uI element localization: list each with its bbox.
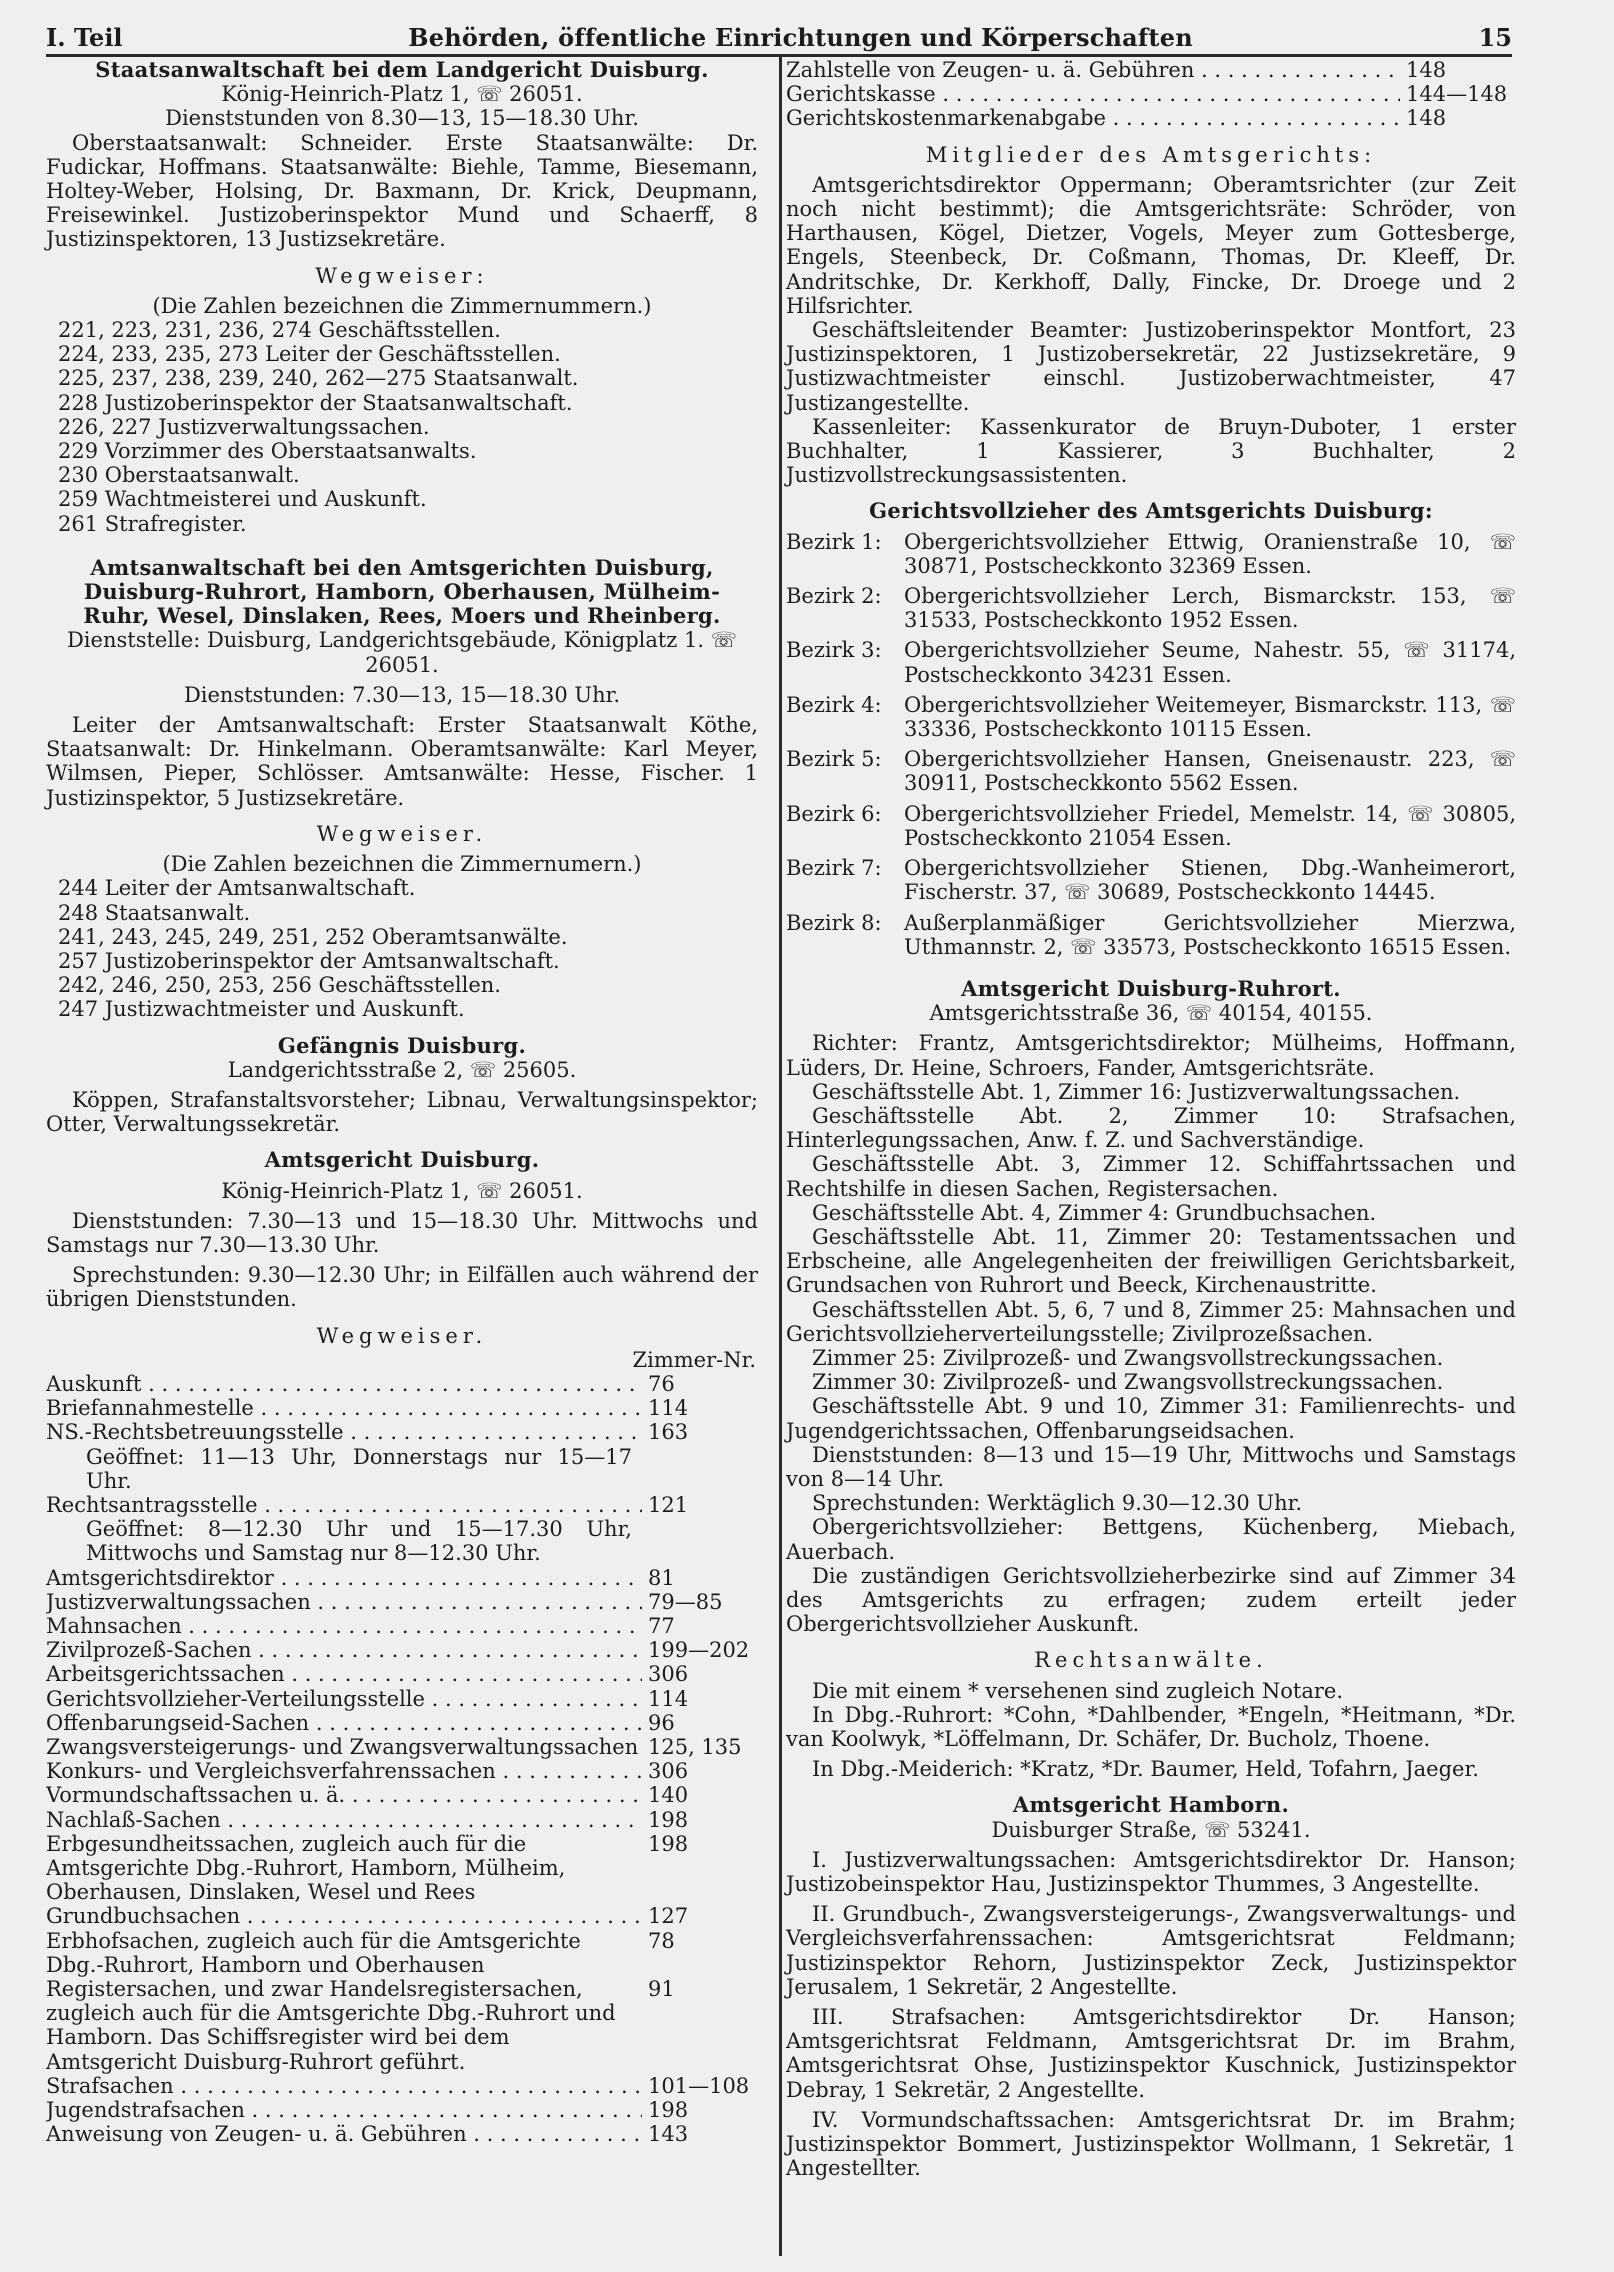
column-divider (779, 56, 782, 2256)
list-item (786, 693, 1516, 741)
list-item (786, 638, 1516, 686)
bezirk-label: Bezirk 7: (786, 856, 882, 881)
entry-label: Gerichtsvollzieher-Verteilungsstelle . . . (46, 1687, 642, 1711)
list-item: 229 Vorzimmer des Oberstaatsanwalts. (58, 439, 477, 464)
list-item: Zimmer 30: Zivilprozeß- und Zwangsvollstreckungssachen. (812, 1370, 1444, 1395)
table-row (46, 1687, 758, 1711)
bezirk-text: Außerplanmäßiger Gerichtsvollzieher Mierzwa, Uthmannstr. 2, ☏ 33573, Postscheckkonto 16515 Essen. (904, 910, 1516, 959)
mitglieder-text: Amtsgerichtsdirektor Oppermann; Oberamtsrichter (zur Zeit noch nicht bestimmt); die Amtsgerichtsräte: Schröder, von Harthausen, Kögel, Dietzer, Vogels, Meyer zum Gottesberge, Engels, Steenbeck, Dr. Coßmann, Thomas, Dr. Kleeff, Dr. Andritschke, Dr. Kerkhoff, Dally, Fincke, Dr. Droege und 2 Hilfsrichter. (786, 172, 1516, 318)
bezirk-label: Bezirk 6: (786, 801, 882, 826)
list-item: 221, 223, 231, 236, 274 Geschäftsstellen. (58, 318, 501, 343)
list-item: 259 Wachtmeisterei und Auskunft. (58, 487, 427, 512)
entry-room: 198 (648, 1807, 689, 1832)
bezirk-list (786, 530, 1516, 959)
entry-room: 121 (648, 1492, 689, 1517)
part-label: I. Teil (46, 23, 123, 52)
list-item: Sprechstunden: Werktäglich 9.30—12.30 Uhr. (812, 1491, 1303, 1516)
zimmer-column-header: Zimmer-Nr. (632, 1347, 756, 1372)
entry-room: 79—85 (648, 1589, 723, 1614)
list-item (786, 911, 1516, 959)
kassenleiter: Kassenleiter: Kassenkurator de Bruyn-Duboter, 1 erster Buchhalter, 1 Kassierer, 3 Buchhalter, 2 Justizvollstreckungsassistenten. (786, 414, 1516, 488)
table-row (786, 106, 1516, 130)
entry-label: Briefannahmestelle . . . (46, 1396, 642, 1420)
list-item (786, 856, 1516, 904)
table-row (46, 1929, 758, 1977)
geschaeftsleitender-beamter: Geschäftsleitender Beamter: Justizoberinspektor Montfort, 23 Justizinspektoren, 1 Justizobersekretär, 22 Justizsekretäre, 9 Justizwachtmeister einschl. Justizoberwachtmeister, 47 Justizangestellte. (786, 318, 1516, 415)
bezirk-label: Bezirk 1: (786, 529, 882, 554)
entry-room: 306 (648, 1662, 689, 1687)
list-item: 241, 243, 245, 249, 251, 252 Oberamtsanwälte. (58, 924, 568, 949)
list-item: Geschäftsstelle Abt. 11, Zimmer 20: Testamentssachen und Erbscheine, alle Angelegenheiten der freiwilligen Gerichtsbarkeit, Grundsachen von Ruhrort und Beeck, Kirchenaustritte. (786, 1224, 1516, 1298)
table-row (46, 1566, 758, 1590)
table-row (46, 1614, 758, 1638)
bezirk-text: Obergerichtsvollzieher Hansen, Gneisenaustr. 223, ☏ 30911, Postscheckkonto 5562 Essen. (904, 747, 1516, 796)
entry-label: Nachlaß-Sachen . . . (46, 1808, 642, 1832)
entry-label: Grundbuchsachen . . . (46, 1904, 642, 1928)
section-title-gerichtsvollzieher: Gerichtsvollzieher des Amtsgerichts Duisburg: (869, 498, 1433, 524)
table-row (46, 1759, 758, 1783)
bezirk-text: Obergerichtsvollzieher Seume, Nahestr. 55, ☏ 31174, Postscheckkonto 34231 Essen. (904, 638, 1516, 687)
entry-room: 163 (648, 1420, 689, 1445)
table-row (46, 1977, 758, 2074)
table-row (46, 1735, 758, 1759)
list-item: 242, 246, 250, 253, 256 Geschäftsstellen. (58, 973, 501, 998)
list-item: Dienststunden: 8—13 und 15—19 Uhr, Mittwochs und Samstags von 8—14 Uhr. (786, 1442, 1516, 1491)
ruhrort-address: Amtsgerichtsstraße 36, ☏ 40154, 40155. (929, 1001, 1373, 1026)
mitglieder-heading: Mitglieder des Amtsgerichts: (925, 142, 1377, 167)
entry-room: 198 (648, 2098, 689, 2123)
entry-label: Geöffnet: 8—12.30 Uhr und 15—17.30 Uhr, Mittwochs und Samstag nur 8—12.30 Uhr. (86, 1517, 632, 1566)
aa-staff: Leiter der Amtsanwaltschaft: Erster Staatsanwalt Köthe, Staatsanwalt: Dr. Hinkelmann. Oberamtsanwälte: Karl Meyer, Wilmsen, Pieper, Schlösser. Amtsanwälte: Hesse, Fischer. 1 Justizinspektor, 5 Justizsekretäre. (46, 713, 758, 810)
list-item (786, 747, 1516, 795)
section-title-amtsanwaltschaft: Amtsanwaltschaft bei den Amtsgerichten Duisburg, Duisburg-Ruhrort, Hamborn, Oberhausen, Mülheim-Ruhr, Wesel, Dinslaken, Rees, Moers und Rheinberg. (83, 554, 721, 629)
list-item: 244 Leiter der Amtsanwaltschaft. (58, 876, 416, 901)
running-title: Behörden, öffentliche Einrichtungen und Körperschaften (408, 23, 1193, 52)
table-row (46, 1711, 758, 1735)
entry-label: Gerichtskostenmarkenabgabe . . . (786, 106, 1400, 130)
entry-room: 114 (648, 1686, 689, 1711)
table-row (46, 2098, 758, 2122)
gef-staff: Köppen, Strafanstaltsvorsteher; Libnau, Verwaltungsinspektor; Otter, Verwaltungssekretär. (46, 1087, 758, 1137)
list-item: 248 Staatsanwalt. (58, 900, 251, 925)
section-title-staatsanwaltschaft: Staatsanwaltschaft bei dem Landgericht Duisburg. (95, 57, 709, 82)
list-item: I. Justizverwaltungssachen: Amtsgerichtsdirektor Dr. Hanson; Justizobeinspektor Hau, Justizinspektor Thummes, 3 Angestellte. (786, 1847, 1516, 1897)
list-item: Geschäftsstelle Abt. 2, Zimmer 10: Strafsachen, Hinterlegungssachen, Anw. f. Z. und Sachverständige. (786, 1103, 1516, 1153)
table-row (46, 1590, 758, 1614)
hamborn-details (786, 1848, 1516, 2181)
list-item: 224, 233, 235, 273 Leiter der Geschäftsstellen. (58, 342, 561, 367)
aa-hours: Dienststunden: 7.30—13, 15—18.30 Uhr. (183, 682, 621, 707)
list-item: 228 Justizoberinspektor der Staatsanwaltschaft. (58, 390, 573, 415)
table-row (46, 1420, 758, 1444)
sa-address: König-Heinrich-Platz 1, ☏ 26051. (221, 82, 583, 107)
list-item: II. Grundbuch-, Zwangsversteigerungs-, Zwangsverwaltungs- und Vergleichsverfahrenssachen: Amtsgerichtsrat Feldmann; Justizinspektor Rehorn, Justizinspektor Zeck, Justizinspektor Jerusalem, 1 Sekretär, 2 Angestellte. (786, 1902, 1516, 1999)
entry-room: 127 (648, 1904, 689, 1929)
entry-label: Konkurs- und Vergleichsverfahrenssachen . . . (46, 1759, 642, 1783)
entry-label: Zivilprozeß-Sachen . . . (46, 1638, 642, 1662)
entry-label: Zwangsversteigerungs- und Zwangsverwaltungssachen (46, 1735, 639, 1759)
page-header (46, 18, 1512, 57)
section-title-hamborn: Amtsgericht Hamborn. (1012, 1792, 1290, 1818)
table-row (46, 1396, 758, 1420)
table-row (46, 1372, 758, 1396)
entry-room: 91 (648, 1977, 675, 2002)
list-item: Zimmer 25: Zivilprozeß- und Zwangsvollstreckungssachen. (812, 1345, 1444, 1370)
left-column (46, 58, 758, 2146)
list-item: Geschäftsstelle Abt. 3, Zimmer 12. Schiffahrtssachen und Rechtshilfe in diesen Sachen, Registersachen. (786, 1152, 1516, 1201)
entry-label: Offenbarungseid-Sachen . . . (46, 1711, 642, 1735)
ag-sprechstunden: Sprechstunden: 9.30—12.30 Uhr; in Eilfällen auch während der übrigen Dienststunden. (46, 1263, 758, 1312)
entry-room: 81 (648, 1565, 675, 1590)
entry-room: 198 (648, 1831, 689, 1856)
list-item: Geschäftsstelle Abt. 1, Zimmer 16: Justizverwaltungssachen. (812, 1079, 1461, 1104)
bezirk-label: Bezirk 3: (786, 638, 882, 663)
sa-hours: Dienststunden von 8.30—13, 15—18.30 Uhr. (165, 106, 639, 131)
entry-room: 199—202 (648, 1638, 750, 1663)
section-title-amtsgericht-duisburg: Amtsgericht Duisburg. (264, 1147, 540, 1173)
entry-room: 96 (648, 1710, 675, 1735)
bezirk-text: Obergerichtsvollzieher Friedel, Memelstr. 14, ☏ 30805, Postscheckkonto 21054 Essen. (904, 801, 1516, 850)
ag-hours: Dienststunden: 7.30—13 und 15—18.30 Uhr. Mittwochs und Samstags nur 7.30—13.30 Uhr. (46, 1208, 758, 1257)
entry-label: NS.-Rechtsbetreuungsstelle . . . (46, 1420, 642, 1444)
table-row (46, 1662, 758, 1686)
entry-label: Geöffnet: 11—13 Uhr, Donnerstags nur 15—17 Uhr. (86, 1444, 632, 1493)
list-item: Geschäftsstelle Abt. 4, Zimmer 4: Grundbuchsachen. (812, 1200, 1377, 1225)
notare-note: Die mit einem * versehenen sind zugleich Notare. (812, 1678, 1344, 1703)
list-item (786, 584, 1516, 632)
bezirk-label: Bezirk 8: (786, 910, 882, 935)
aa-dienststelle: Dienststelle: Duisburg, Landgerichtsgebäude, Königplatz 1. ☏ 26051. (66, 628, 738, 677)
list-item: Obergerichtsvollzieher: Bettgens, Küchenberg, Miebach, Auerbach. (786, 1515, 1516, 1564)
entry-room: 114 (648, 1396, 689, 1421)
entry-room: 78 (648, 1928, 675, 1953)
table-row (46, 1517, 758, 1565)
entry-label: Arbeitsgerichtssachen . . . (46, 1662, 642, 1686)
table-row (46, 1832, 758, 1905)
list-item: 230 Oberstaatsanwalt. (58, 463, 300, 488)
table-row (46, 1638, 758, 1662)
table-row (46, 1783, 758, 1807)
list-item: IV. Vormundschaftssachen: Amtsgerichtsrat Dr. im Brahm; Justizinspektor Bommert, Justizinspektor Wollmann, 1 Sekretär, 1 Angestellter. (786, 2107, 1516, 2181)
anwaelte-meiderich: In Dbg.-Meiderich: *Kratz, *Dr. Baumer, Held, Tofahrn, Jaeger. (812, 1757, 1479, 1782)
entry-label: Erbhofsachen, zugleich auch für die Amtsgerichte Dbg.-Ruhrort, Hamborn und Oberhausen (46, 1928, 581, 1977)
table-row (46, 2074, 758, 2098)
entry-room: 144—148 (1406, 82, 1508, 107)
entry-room: 148 (1406, 106, 1447, 131)
bezirk-label: Bezirk 4: (786, 692, 882, 717)
entry-label: Auskunft . . . (46, 1372, 642, 1396)
table-row (46, 2122, 758, 2146)
page-number: 15 (1478, 23, 1512, 52)
list-item: 247 Justizwachtmeister und Auskunft. (58, 997, 465, 1022)
entry-label: Erbgesundheitssachen, zugleich auch für die Amtsgerichte Dbg.-Ruhrort, Hamborn, Mülheim, Oberhausen, Dinslaken, Wesel und Rees (46, 1831, 566, 1905)
aa-wegweiser-heading: Wegweiser. (316, 821, 488, 846)
entry-room: 76 (648, 1371, 675, 1396)
bezirk-text: Obergerichtsvollzieher Stienen, Dbg.-Wanheimerort, Fischerstr. 37, ☏ 30689, Postscheckkonto 14445. (904, 856, 1516, 905)
ruhrort-details (786, 1031, 1516, 1636)
entry-label: Zahlstelle von Zeugen- u. ä. Gebühren . . . (786, 58, 1400, 82)
sa-staff: Oberstaatsanwalt: Schneider. Erste Staatsanwälte: Dr. Fudickar, Hoffmans. Staatsanwälte: Biehle, Tamme, Biesemann, Holtey-Weber, Holsing, Dr. Baxmann, Dr. Krick, Deupmann, Freisewinkel. Justizoberinspektor Mund und Schaerff, 8 Justizinspektoren, 13 Justizsekretäre. (46, 130, 758, 252)
gef-address: Landgerichtsstraße 2, ☏ 25605. (227, 1057, 577, 1082)
aa-room-list (46, 876, 758, 1021)
rechtsanwaelte-heading: Rechtsanwälte. (1034, 1648, 1268, 1673)
ag-directory-table-continued (786, 58, 1516, 131)
list-item (786, 802, 1516, 850)
list-item: III. Strafsachen: Amtsgerichtsdirektor Dr. Hanson; Amtsgerichtsrat Feldmann, Amtsgerichtsrat Dr. im Brahm, Amtsgerichtsrat Ohse, Justizinspektor Kuschnick, Justizinspektor Debray, 1 Sekretär, 2 Angestellte. (786, 2005, 1516, 2102)
aa-room-note: (Die Zahlen bezeichnen die Zimmernumern.) (162, 852, 642, 877)
section-title-ruhrort: Amtsgericht Duisburg-Ruhrort. (961, 975, 1341, 1001)
entry-room: 125, 135 (648, 1735, 742, 1759)
entry-label: Strafsachen . . . (46, 2074, 642, 2098)
list-item (786, 530, 1516, 578)
entry-label: Rechtsantragsstelle . . . (46, 1493, 642, 1517)
list-item: 257 Justizoberinspektor der Amtsanwaltschaft. (58, 948, 560, 973)
table-row (46, 1493, 758, 1517)
list-item: Geschäftsstellen Abt. 5, 6, 7 und 8, Zimmer 25: Mahnsachen und Gerichtsvollzieherverteilungsstelle; Zivilprozeßsachen. (786, 1297, 1516, 1346)
bezirk-label: Bezirk 5: (786, 747, 882, 772)
entry-room: 143 (648, 2122, 689, 2147)
entry-room: 148 (1406, 58, 1447, 82)
hamborn-address: Duisburger Straße, ☏ 53241. (991, 1817, 1311, 1842)
table-row (786, 58, 1516, 82)
entry-label: Anweisung von Zeugen- u. ä. Gebühren . . . (46, 2122, 642, 2146)
list-item: 225, 237, 238, 239, 240, 262—275 Staatsanwalt. (58, 366, 579, 391)
entry-label: Gerichtskasse . . . (786, 82, 1400, 106)
right-column (786, 58, 1516, 2186)
table-row (46, 1904, 758, 1928)
ag-address: König-Heinrich-Platz 1, ☏ 26051. (221, 1178, 583, 1203)
sa-room-note: (Die Zahlen bezeichnen die Zimmernummern.) (152, 293, 652, 318)
list-item: Richter: Frantz, Amtsgerichtsdirektor; Mülheims, Hoffmann, Lüders, Dr. Heine, Schroers, Fander, Amtsgerichtsräte. (786, 1031, 1516, 1080)
entry-label: Jugendstrafsachen . . . (46, 2098, 642, 2122)
sa-wegweiser-heading: Wegweiser: (315, 263, 489, 288)
list-item: 226, 227 Justizverwaltungssachen. (58, 414, 430, 439)
entry-room: 140 (648, 1783, 689, 1808)
list-item: Die zuständigen Gerichtsvollzieherbezirke sind auf Zimmer 34 des Amtsgerichts zu erfragen; zudem erteilt jeder Obergerichtsvollzieher Auskunft. (786, 1563, 1516, 1637)
list-item: 261 Strafregister. (58, 511, 247, 536)
bezirk-text: Obergerichtsvollzieher Weitemeyer, Bismarckstr. 113, ☏ 33336, Postscheckkonto 10115 Essen. (904, 692, 1516, 742)
table-row (786, 82, 1516, 106)
anwaelte-ruhrort: In Dbg.-Ruhrort: *Cohn, *Dahlbender, *Engeln, *Heitmann, *Dr. van Koolwyk, *Löffelmann, Dr. Schäfer, Dr. Bucholz, Thoene. (786, 1702, 1516, 1751)
bezirk-text: Obergerichtsvollzieher Lerch, Bismarckstr. 153, ☏ 31533, Postscheckkonto 1952 Essen. (904, 584, 1516, 633)
entry-label: Registersachen, und zwar Handelsregistersachen, zugleich auch für die Amtsgerichte Dbg.-Ruhrort und Hamborn. Das Schiffsregister wird bei dem Amtsgericht Duisburg-Ruhrort geführt. (46, 1977, 616, 2074)
entry-room: 101—108 (648, 2073, 750, 2098)
table-row (46, 1445, 758, 1493)
entry-label: Mahnsachen . . . (46, 1614, 642, 1638)
entry-label: Amtsgerichtsdirektor . . . (46, 1566, 642, 1590)
entry-room: 77 (648, 1613, 675, 1638)
bezirk-text: Obergerichtsvollzieher Ettwig, Oranienstraße 10, ☏ 30871, Postscheckkonto 32369 Essen. (904, 529, 1516, 578)
ag-wegweiser-heading: Wegweiser. (316, 1323, 488, 1348)
list-item: Geschäftsstelle Abt. 9 und 10, Zimmer 31: Familienrechts- und Jugendgerichtssachen, Offenbarungseidsachen. (786, 1394, 1516, 1443)
entry-label: Vormundschaftssachen u. ä. . . . (46, 1783, 642, 1807)
entry-room: 306 (648, 1759, 689, 1784)
table-row (46, 1808, 758, 1832)
ag-directory-table (46, 1372, 758, 2147)
entry-label: Justizverwaltungssachen . . . (46, 1590, 642, 1614)
section-title-gefaengnis: Gefängnis Duisburg. (277, 1032, 527, 1058)
bezirk-label: Bezirk 2: (786, 584, 882, 609)
sa-room-list (46, 318, 758, 536)
